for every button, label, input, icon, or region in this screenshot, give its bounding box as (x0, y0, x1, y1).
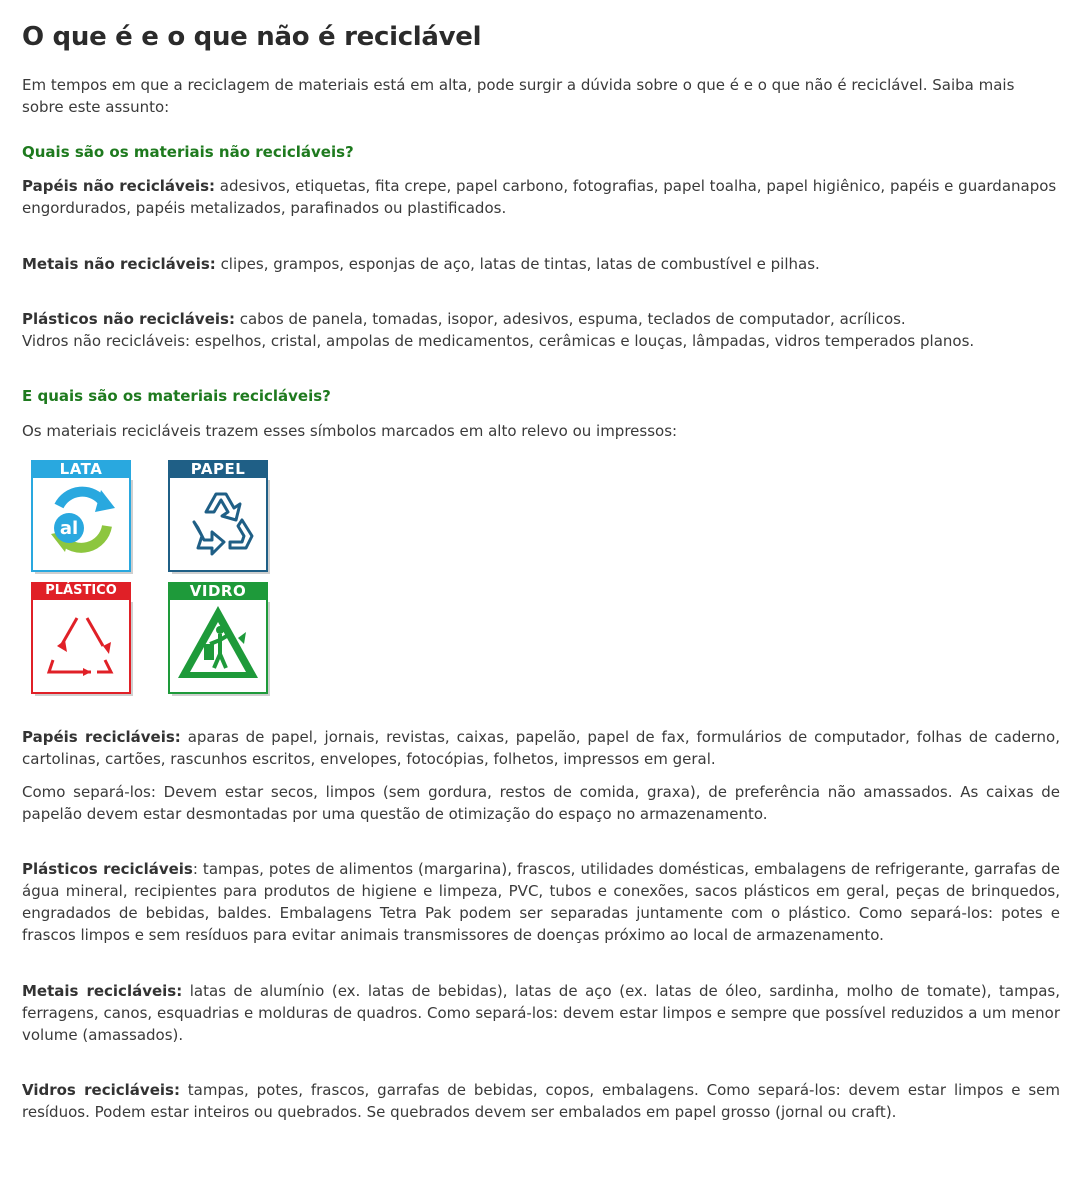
recyclable-glass-text: tampas, potes, frascos, garrafas de bebidas, copos, embalagens. Como separá-los: devem estar limpos e sem resíduos. Podem estar inteiros ou quebrados. Se quebrados devem ser embalados em papel grosso (jornal ou craft). (22, 1081, 1060, 1121)
recyclable-metals-text: latas de alumínio (ex. latas de bebidas), latas de aço (ex. latas de óleo, sardinha, molho de tomate), tampas, ferragens, canos, esquadrias e molduras de quadros. Como separá-los: devem estar limpos e sempre que possível reduzidos a um menor volume (amassados). (22, 982, 1061, 1044)
heading-non-recyclable: Quais são os materiais não recicláveis? (22, 143, 354, 161)
non-recyclable-metals (22, 253, 1060, 275)
plastico-symbol (31, 582, 131, 694)
recyclable-papers (22, 726, 1060, 770)
non-recyclable-glass: Vidros não recicláveis: espelhos, cristal, ampolas de medicamentos, cerâmicas e louças, lâmpadas, vidros temperados planos. (22, 332, 975, 350)
vidro-symbol (168, 582, 268, 694)
lata-inner-label: al (59, 518, 79, 539)
non-recyclable-plastics-text: cabos de panela, tomadas, isopor, adesivos, espuma, teclados de computador, acrílicos. (234, 310, 906, 328)
page-title: O que é e o que não é reciclável (22, 22, 482, 52)
plastic-recycle-icon (31, 582, 131, 694)
recyclable-plastics-label: Plásticos recicláveis (22, 860, 193, 878)
symbols-intro: Os materiais recicláveis trazem esses símbolos marcados em alto relevo ou impressos: (22, 422, 678, 440)
recycling-symbols (31, 458, 281, 700)
intro-paragraph: Em tempos em que a reciclagem de materiais está em alta, pode surgir a dúvida sobre o que é e o que não é reciclável. Saiba mais sobre este assunto: (22, 76, 1015, 116)
non-recyclable-papers (22, 175, 1060, 219)
non-recyclable-papers-text: adesivos, etiquetas, fita crepe, papel carbono, fotografias, papel toalha, papel higiênico, papéis e guardanapos engordurados, papéis metalizados, parafinados ou plastificados. (22, 177, 1057, 217)
vidro-label: VIDRO (168, 582, 268, 600)
papel-symbol (168, 460, 268, 572)
non-recyclable-metals-label: Metais não recicláveis: (22, 255, 216, 273)
lata-label: LATA (31, 460, 131, 478)
recyclable-papers-how: Como separá-los: Devem estar secos, limpos (sem gordura, restos de comida, graxa), de preferência não amassados. As caixas de papelão devem estar desmontadas por uma questão de otimização do espaço no armazenamento. (22, 783, 1060, 823)
recyclable-plastics (22, 858, 1060, 946)
lata-symbol (31, 460, 131, 572)
heading-recyclable: E quais são os materiais recicláveis? (22, 387, 331, 405)
recyclable-papers-text: aparas de papel, jornais, revistas, caixas, papelão, papel de fax, formulários de computador, folhas de caderno, cartolinas, cartões, rascunhos escritos, envelopes, fotocópias, folhetos, impressos em geral. (22, 728, 1060, 768)
recyclable-glass (22, 1079, 1060, 1123)
recyclable-papers-label: Papéis recicláveis: (22, 728, 181, 746)
recyclable-glass-label: Vidros recicláveis: (22, 1081, 180, 1099)
recyclable-metals-label: Metais recicláveis: (22, 982, 183, 1000)
non-recyclable-metals-text: clipes, grampos, esponjas de aço, latas de tintas, latas de combustível e pilhas. (215, 255, 820, 273)
paper-recycle-icon (168, 460, 268, 572)
non-recyclable-plastics (22, 308, 1060, 330)
recyclable-plastics-text: : tampas, potes de alimentos (margarina), frascos, utilidades domésticas, embalagens de refrigerante, garrafas de água mineral, recipientes para produtos de higiene e limpeza, PVC, tubos e conexões, sacos plásticos em geral, peças de brinquedos, engradados de bebidas, baldes. Embalagens Tetra Pak podem ser separadas juntamente com o plástico. Como separá-los: potes e frascos limpos e sem resíduos para evitar animais transmissores de doenças próximo ao local de armazenamento. (22, 860, 1061, 944)
papel-label: PAPEL (168, 460, 268, 478)
recyclable-metals (22, 980, 1060, 1046)
plastico-label: PLÁSTICO (31, 582, 131, 600)
non-recyclable-papers-label: Papéis não recicláveis: (22, 177, 216, 195)
non-recyclable-plastics-label: Plásticos não recicláveis: (22, 310, 235, 328)
aluminum-recycle-icon (31, 460, 131, 572)
glass-recycle-icon (168, 582, 268, 694)
